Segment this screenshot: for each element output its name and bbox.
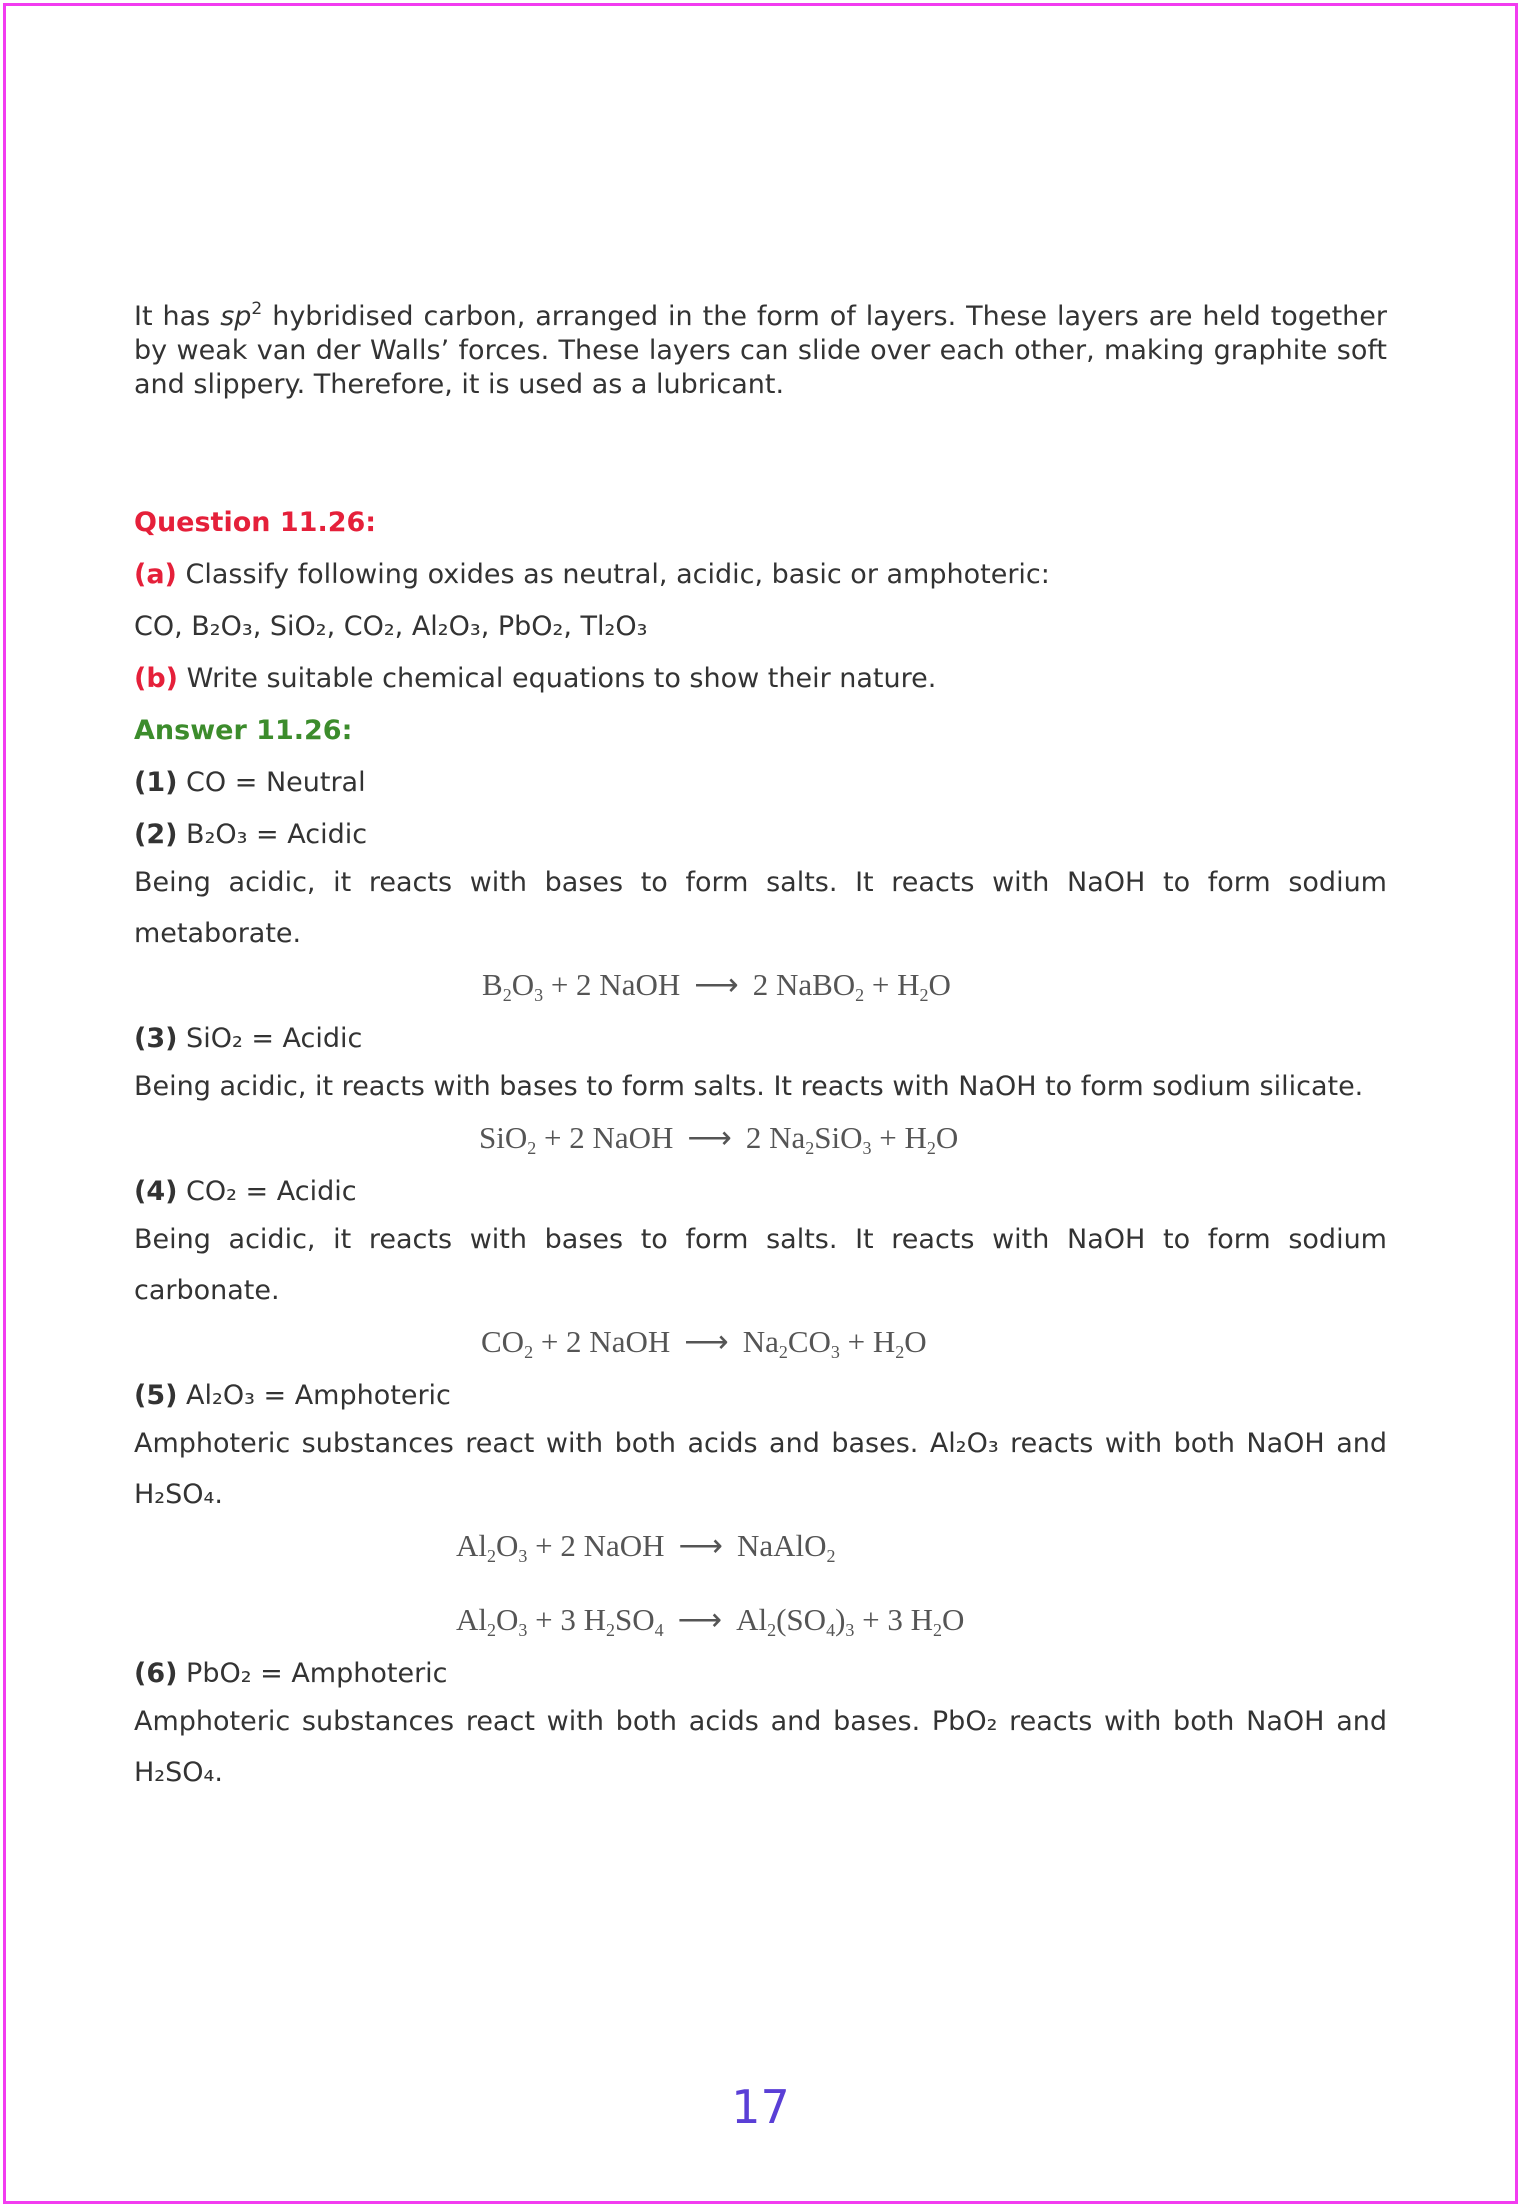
answer-item-4 (134, 1174, 1387, 1210)
answer-item-1 (134, 765, 1387, 801)
part-b-text: Write suitable chemical equations to show their nature. (178, 663, 937, 694)
item-number: (4) (134, 1176, 178, 1207)
reactant-subscript: 3 (534, 985, 544, 1005)
item-number: (5) (134, 1380, 178, 1411)
item-number: (3) (134, 1023, 178, 1054)
reactant-text: + 2 NaOH (536, 1120, 674, 1155)
product-text: CO (787, 1324, 831, 1359)
reactant-text: SO (615, 1602, 655, 1637)
intro-sp-term: sp (220, 301, 252, 332)
product-subscript: 3 (862, 1138, 872, 1158)
reaction-arrow-icon: ⟶ (677, 1602, 723, 1637)
reactant-subscript: 2 (524, 1342, 534, 1362)
reactant-text: O (511, 967, 535, 1002)
item-number: (2) (134, 819, 178, 850)
page-content (134, 300, 1387, 1798)
reactant-subscript: 3 (518, 1620, 528, 1640)
product-subscript: 3 (845, 1620, 855, 1640)
product-subscript: 2 (826, 1546, 836, 1566)
question-title: Question 11.26: (134, 507, 377, 538)
reactant-text: O (496, 1528, 519, 1563)
product-text: + H (864, 967, 920, 1002)
answer-item-2-explanation: Being acidic, it reacts with bases to form salts. It reacts with NaOH to form sodium metaborate. (134, 867, 1387, 949)
product-text: O (935, 1120, 959, 1155)
product-text: Na (742, 1324, 779, 1359)
item-text: SiO₂ = Acidic (177, 1023, 363, 1054)
intro-paragraph (134, 300, 1387, 402)
product-text: Al (736, 1602, 768, 1637)
reactant-subscript: 2 (606, 1620, 616, 1640)
oxide-list: CO, B₂O₃, SiO₂, CO₂, Al₂O₃, PbO₂, Tl₂O₃ (134, 611, 648, 642)
reactant-text: + 2 NaOH (543, 967, 681, 1002)
product-text: 2 NaBO (752, 967, 856, 1002)
equation-b2o3-naoh (482, 965, 1387, 1005)
reactant-subscript: 2 (502, 985, 512, 1005)
product-text: + 3 H (854, 1602, 934, 1637)
reaction-arrow-icon: ⟶ (687, 1120, 732, 1155)
answer-item-2 (134, 817, 1387, 853)
product-subscript: 2 (895, 1342, 905, 1362)
reactant-subscript: 2 (527, 1138, 537, 1158)
product-subscript: 2 (778, 1342, 788, 1362)
product-text: O (904, 1324, 927, 1359)
reactant-text: Al (456, 1528, 487, 1563)
product-subscript: 2 (919, 985, 929, 1005)
answer-item-3-explanation: Being acidic, it reacts with bases to form salts. It reacts with NaOH to form sodium silicate. (134, 1071, 1364, 1102)
item-text: Al₂O₃ = Amphoteric (177, 1380, 451, 1411)
product-text: SiO (814, 1120, 863, 1155)
answer-item-5 (134, 1378, 1387, 1414)
equation-co2-naoh (481, 1322, 1387, 1362)
question-part-b (134, 661, 1387, 697)
intro-text-rest: hybridised carbon, arranged in the form of layers. These layers are held together by weak van der Walls’ forces. These layers can slide over each other, making graphite soft and slippery. Therefore, it is used as a lubricant. (134, 301, 1387, 400)
reactant-text: + 2 NaOH (533, 1324, 671, 1359)
reactant-text: + 2 NaOH (527, 1528, 665, 1563)
answer-title: Answer 11.26: (134, 715, 353, 746)
product-text: O (928, 967, 951, 1002)
reaction-arrow-icon: ⟶ (684, 1324, 729, 1359)
intro-superscript: 2 (251, 299, 263, 319)
product-text: (SO (776, 1602, 827, 1637)
reactant-text: O (496, 1602, 519, 1637)
reactant-subscript: 2 (487, 1546, 496, 1566)
product-subscript: 3 (830, 1342, 840, 1362)
question-part-a (134, 557, 1387, 593)
answer-item-3 (134, 1021, 1387, 1057)
product-text: ) (835, 1602, 846, 1637)
product-subscript: 2 (926, 1138, 936, 1158)
answer-item-5-explanation: Amphoteric substances react with both acids and bases. Al₂O₃ reacts with both NaOH and H₂SO₄. (134, 1428, 1387, 1510)
reactant-subscript: 4 (654, 1620, 664, 1640)
equation-sio2-naoh (479, 1118, 1387, 1158)
item-number: (6) (134, 1658, 178, 1689)
answer-item-6 (134, 1656, 1387, 1692)
reaction-arrow-icon: ⟶ (694, 967, 739, 1002)
product-subscript: 2 (767, 1620, 777, 1640)
product-subscript: 2 (805, 1138, 815, 1158)
product-subscript: 2 (933, 1620, 943, 1640)
product-subscript: 2 (855, 985, 865, 1005)
item-text: CO₂ = Acidic (177, 1176, 357, 1207)
equation-al2o3-naoh (456, 1526, 1387, 1566)
intro-text-start: It has (134, 301, 221, 332)
page-number: 17 (731, 2080, 790, 2134)
answer-item-6-explanation: Amphoteric substances react with both acids and bases. PbO₂ reacts with both NaOH and H₂SO₄. (134, 1706, 1387, 1788)
part-a-marker: (a) (134, 559, 177, 590)
reactant-text: + 3 H (527, 1602, 607, 1637)
item-number: (1) (134, 767, 178, 798)
product-text: O (942, 1602, 965, 1637)
reactant-subscript: 2 (487, 1620, 496, 1640)
item-text: PbO₂ = Amphoteric (177, 1658, 448, 1689)
equation-al2o3-h2so4 (456, 1600, 1387, 1640)
product-text: 2 Na (745, 1120, 806, 1155)
item-text: B₂O₃ = Acidic (177, 819, 368, 850)
product-subscript: 4 (826, 1620, 836, 1640)
part-b-marker: (b) (134, 663, 179, 694)
answer-item-4-explanation: Being acidic, it reacts with bases to form salts. It reacts with NaOH to form sodium carbonate. (134, 1224, 1387, 1306)
reactant-text: SiO (479, 1120, 528, 1155)
item-text: CO = Neutral (177, 767, 366, 798)
product-text: + H (871, 1120, 927, 1155)
reaction-arrow-icon: ⟶ (678, 1528, 723, 1563)
part-a-text: Classify following oxides as neutral, acidic, basic or amphoteric: (176, 559, 1050, 590)
reactant-subscript: 3 (518, 1546, 528, 1566)
product-text: + H (839, 1324, 896, 1359)
product-text: NaAlO (737, 1528, 827, 1563)
reactant-text: CO (481, 1324, 525, 1359)
reactant-text: B (482, 967, 503, 1002)
reactant-text: Al (456, 1602, 487, 1637)
